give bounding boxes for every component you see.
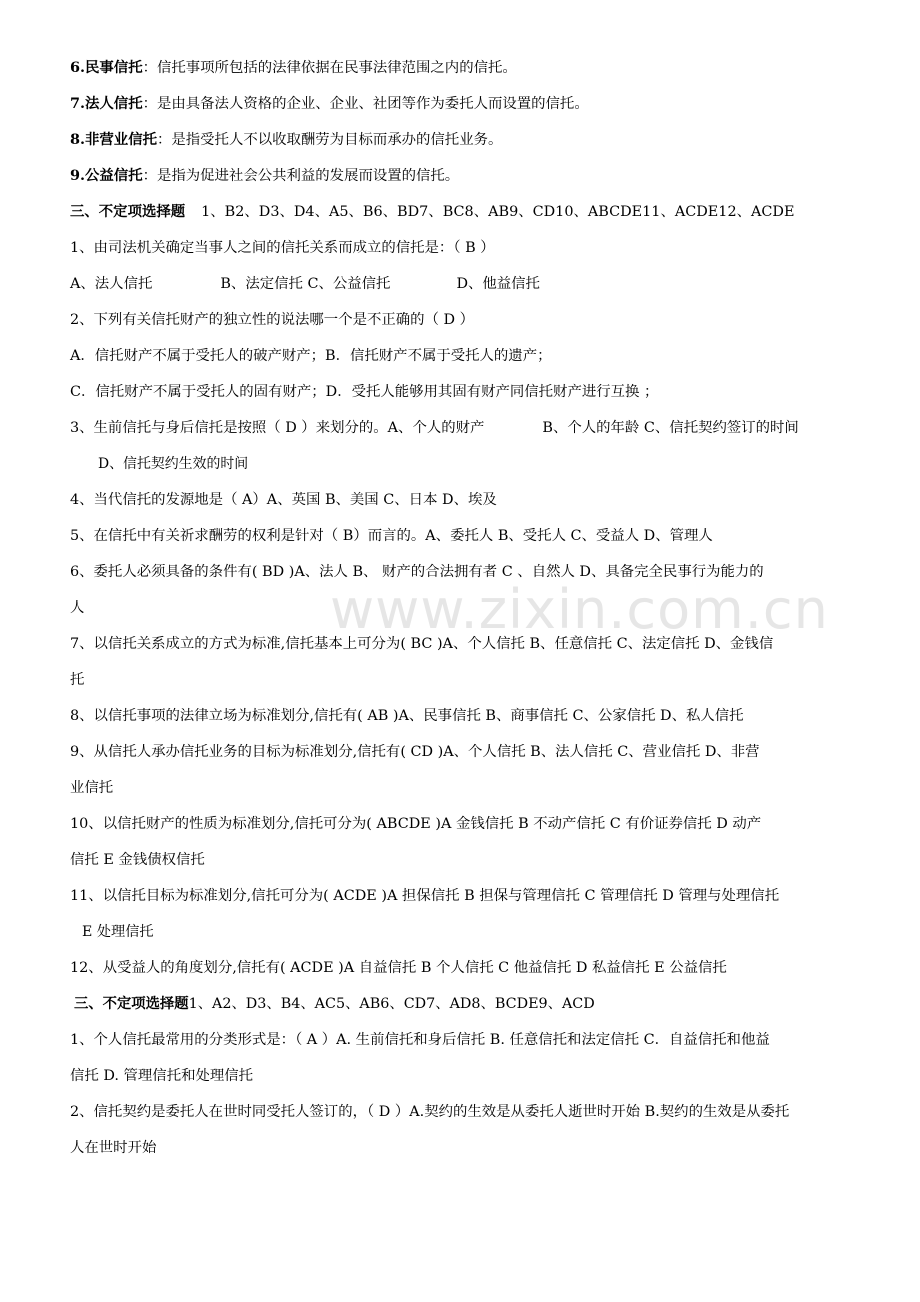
question-8: 8、以信托事项的法律立场为标准划分,信托有( AB )A、民事信托 B、商事信托 C、公家信托 D、私人信托 — [70, 708, 744, 724]
question-12: 12、从受益人的角度划分,信托有( ACDE )A 自益信托 B 个人信托 C 他益信托 D 私益信托 E 公益信托 — [70, 960, 727, 976]
definition-term: 7.法人信托 — [70, 95, 143, 112]
question-1: 1、由司法机关确定当事人之间的信托关系而成立的信托是：（ B ） — [70, 240, 495, 256]
definition-term: 6.民事信托 — [70, 59, 143, 76]
option-a: A、法人信托 — [70, 276, 153, 292]
definition-text: ：是指受托人不以收取酬劳为目标而承办的信托业务。 — [156, 132, 503, 148]
definition-9 — [70, 166, 900, 186]
question-2-options-ab: A．信托财产不属于受托人的破产财产；B．信托财产不属于受托人的遗产； — [70, 348, 552, 364]
section-heading-1 — [70, 202, 900, 222]
question-9-cont: 业信托 — [70, 780, 114, 796]
section-title: 三、不定项选择题 — [70, 203, 186, 220]
question-4: 4、当代信托的发源地是（ A）A、英国 B、美国 C、日本 D、埃及 — [70, 492, 497, 508]
part2-question-1-cont: 信托 D. 管理信托和处理信托 — [70, 1068, 254, 1084]
question-7: 7、以信托关系成立的方式为标准,信托基本上可分为( BC )A、个人信托 B、任意信托 C、法定信托 D、金钱信 — [70, 636, 774, 652]
question-3 — [70, 418, 900, 438]
definition-6 — [70, 58, 900, 78]
question-6-cont: 人 — [70, 600, 85, 616]
option-d: D、他益信托 — [456, 276, 540, 292]
question-3-option-d: D、信托契约生效的时间 — [98, 456, 249, 472]
part2-question-1: 1、个人信托最常用的分类形式是：（ A ）A. 生前信托和身后信托 B. 任意信托和法定信托 C．自益信托和他益 — [70, 1032, 770, 1048]
definition-term: 9.公益信托 — [70, 167, 143, 184]
question-10: 10、以信托财产的性质为标准划分,信托可分为( ABCDE )A 金钱信托 B 不动产信托 C 有价证券信托 D 动产 — [70, 816, 762, 832]
question-5: 5、在信托中有关祈求酬劳的权利是针对（ B）而言的。A、委托人 B、受托人 C、受益人 D、管理人 — [70, 528, 713, 544]
option-bc: B、法定信托 C、公益信托 — [220, 276, 391, 292]
question-3-options: B、个人的年龄 C、信托契约签订的时间 — [542, 420, 799, 436]
definition-term: 8.非营业信托 — [70, 131, 157, 148]
question-1-options — [70, 274, 900, 294]
watermark: www.zixin.com.cn — [330, 578, 829, 641]
answer-key: 1、A2、D3、B4、AC5、AB6、CD7、AD8、BCDE9、ACD — [188, 996, 595, 1012]
question-3-stem: 3、生前信托与身后信托是按照（ D ）来划分的。A、个人的财产 — [70, 420, 485, 436]
definition-text: ：是由具备法人资格的企业、企业、社团等作为委托人而设置的信托。 — [142, 96, 589, 112]
definition-8 — [70, 130, 900, 150]
question-11-cont: E 处理信托 — [82, 924, 154, 940]
question-10-cont: 信托 E 金钱债权信托 — [70, 852, 205, 868]
section-title: 三、不定项选择题 — [74, 995, 189, 1012]
question-9: 9、从信托人承办信托业务的目标为标准划分,信托有( CD )A、个人信托 B、法人信托 C、营业信托 D、非营 — [70, 744, 760, 760]
section-heading-2 — [74, 994, 900, 1014]
answer-key: 1、B2、D3、D4、A5、B6、BD7、BC8、AB9、CD10、ABCDE11、ACDE12、ACDE — [201, 204, 795, 220]
definition-text: ：信托事项所包括的法律依据在民事法律范围之内的信托。 — [142, 60, 517, 76]
definition-7 — [70, 94, 900, 114]
part2-question-2: 2、信托契约是委托人在世时同受托人签订的，（ D ）A.契约的生效是从委托人逝世时开始 B.契约的生效是从委托 — [70, 1104, 790, 1120]
question-6: 6、委托人必须具备的条件有( BD )A、法人 B、 财产的合法拥有者 C 、自然人 D、具备完全民事行为能力的 — [70, 564, 764, 580]
part2-question-2-cont: 人在世时开始 — [70, 1140, 157, 1156]
definition-text: ：是指为促进社会公共利益的发展而设置的信托。 — [142, 168, 460, 184]
question-2-options-cd: C．信托财产不属于受托人的固有财产；D．受托人能够用其固有财产同信托财产进行互换 ； — [70, 384, 659, 400]
question-7-cont: 托 — [70, 672, 85, 688]
question-11: 11、以信托目标为标准划分,信托可分为( ACDE )A 担保信托 B 担保与管理信托 C 管理信托 D 管理与处理信托 — [70, 888, 780, 904]
question-2: 2、下列有关信托财产的独立性的说法哪一个是不正确的（ D ） — [70, 312, 475, 328]
